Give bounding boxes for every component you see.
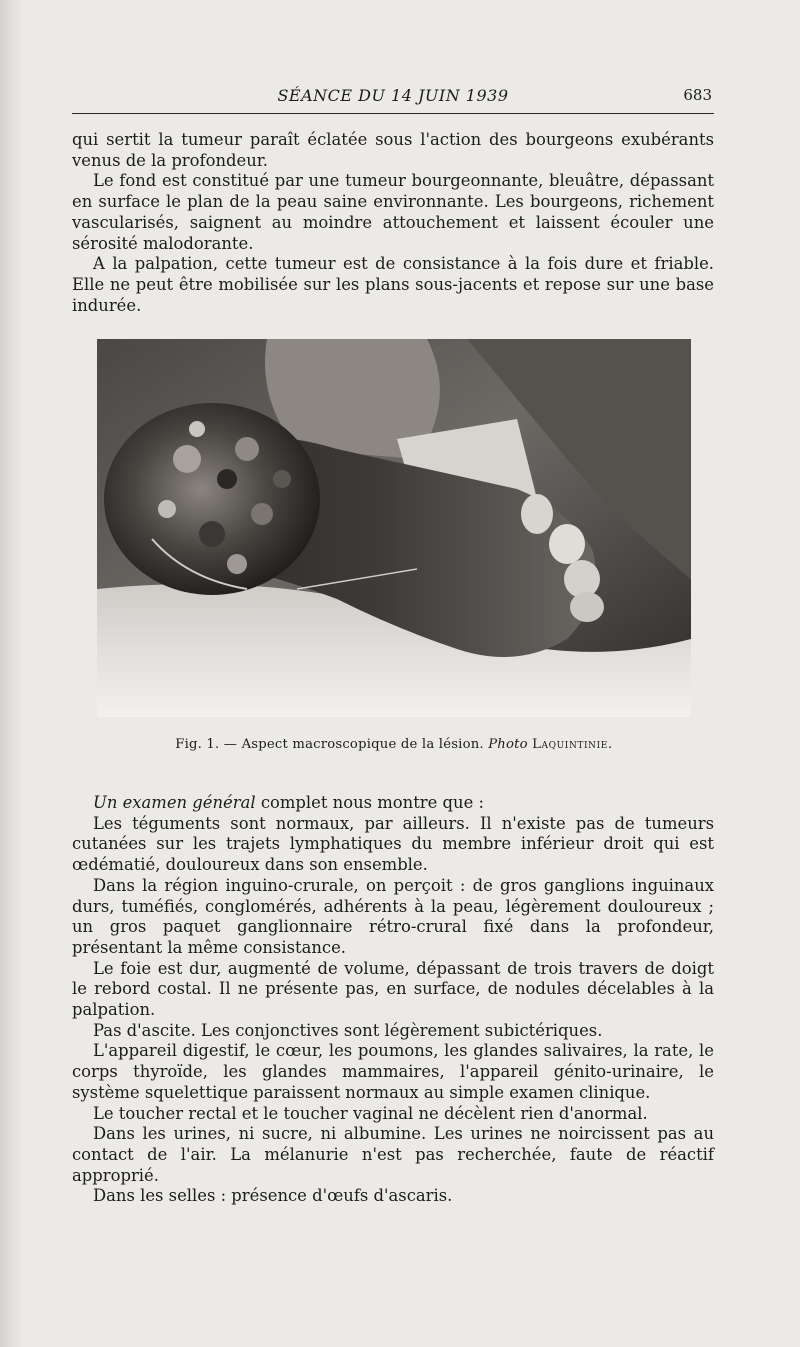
caption-credit: Laquintinie. — [532, 737, 613, 752]
page-gutter-shadow — [0, 0, 24, 1347]
paragraph-rectal-exam: Le toucher rectal et le toucher vaginal ne décèlent rien d'anormal. — [93, 1103, 648, 1123]
paragraph-ascites: Pas d'ascite. Les conjonctives sont légèrement subictériques. — [93, 1020, 603, 1040]
figure-photograph — [97, 339, 691, 717]
bottom-text-block — [72, 793, 714, 1207]
caption-photo-word: Photo — [488, 737, 528, 752]
paragraph-palpation: A la palpation, cette tumeur est de consistance à la fois dure et friable. Elle ne peut être mobilisée sur les plans sous-jacents et repose sur une base indurée. — [72, 254, 714, 315]
paragraph-urine: Dans les urines, ni sucre, ni albumine. Les urines ne noircissent pas au contact de l'air. La mélanurie n'est pas recherchée, faute de réactif approprié. — [72, 1124, 714, 1185]
running-head — [72, 86, 714, 108]
figure-caption — [97, 737, 691, 752]
lead-italic-phrase: Un examen général — [93, 793, 256, 812]
paragraph-liver: Le foie est dur, augmenté de volume, dépassant de trois travers de doigt le rebord costal. Il ne présente pas, en surface, de nodules décelables à la palpation. — [72, 958, 714, 1020]
paragraph-general-exam — [72, 793, 714, 814]
running-title: SÉANCE DU 14 JUIN 1939 — [277, 86, 509, 105]
header-rule — [72, 113, 714, 114]
paragraph-organs: L'appareil digestif, le cœur, les poumons, les glandes salivaires, la rate, le corps thyroïde, les glandes mammaires, l'appareil génito-urinaire, le système squelettique paraissent normaux au simple examen clinique. — [72, 1041, 714, 1102]
top-text-block — [72, 130, 714, 316]
paragraph-tumor-base: Le fond est constitué par une tumeur bourgeonnante, bleuâtre, dépassant en surface le plan de la peau saine environnante. Les bourgeons, richement vascularisés, saignent au moindre attouchement et laissent écouler une sérosité malodorante. — [72, 171, 714, 253]
paragraph-inguino-crural: Dans la région inguino-crurale, on perçoit : de gros ganglions inguinaux durs, tuméfiés, conglomérés, adhérents à la peau, légèrement douloureux ; un gros paquet ganglionnaire rétro-crural fixé dans la profondeur, présentant la même consistance. — [72, 875, 714, 957]
paragraph-continuation: qui sertit la tumeur paraît éclatée sous l'action des bourgeons exubérants venus de la profondeur. — [72, 130, 714, 170]
paragraph-stool: Dans les selles : présence d'œufs d'ascaris. — [93, 1186, 453, 1206]
caption-main: Fig. 1. — Aspect macroscopique de la lésion. — [175, 737, 484, 752]
paragraph-teguments: Les téguments sont normaux, par ailleurs. Il n'existe pas de tumeurs cutanées sur les trajets lymphatiques du membre inférieur droit qui est œdématié, douloureux dans son ensemble. — [72, 813, 714, 875]
lead-rest: complet nous montre que : — [255, 793, 485, 812]
page-number: 683 — [683, 86, 712, 104]
foot-lesion-photo — [97, 339, 691, 717]
